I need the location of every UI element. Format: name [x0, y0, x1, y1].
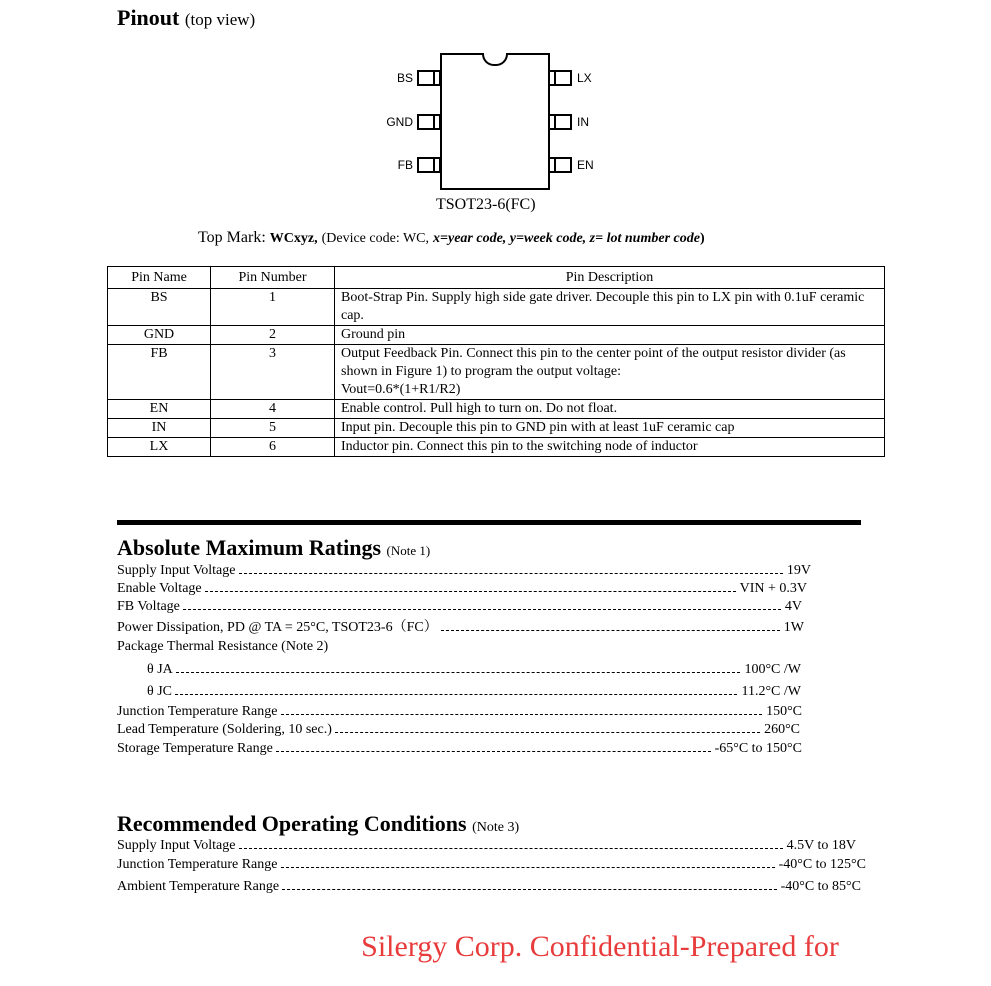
abs-max-note: (Note 1) — [386, 543, 431, 558]
table-row — [108, 345, 885, 400]
pin-number: 6 — [211, 438, 335, 457]
abs-max-title: Absolute Maximum Ratings — [117, 535, 382, 560]
leader-dashes — [281, 867, 775, 868]
pin-number: 4 — [211, 400, 335, 419]
table-row — [108, 289, 885, 326]
spec-row — [117, 562, 811, 580]
pin-name: BS — [108, 289, 211, 326]
spec-row — [117, 856, 866, 874]
spec-label: Supply Input Voltage — [117, 838, 236, 853]
section-divider — [117, 520, 861, 525]
spec-label: Power Dissipation, PD @ TA = 25°C, TSOT23-6（FC） — [117, 620, 438, 635]
pin-name: IN — [108, 419, 211, 438]
pin-label-bs: BS — [396, 71, 413, 85]
pinout-title: Pinout — [117, 5, 180, 30]
spec-row — [117, 740, 802, 758]
pin-name: LX — [108, 438, 211, 457]
leader-dashes — [335, 732, 760, 733]
spec-value: 1W — [783, 620, 804, 635]
pin-number: 5 — [211, 419, 335, 438]
spec-label: Junction Temperature Range — [117, 857, 278, 872]
rec-op-title: Recommended Operating Conditions — [117, 811, 467, 836]
pin-2-lead — [417, 114, 441, 130]
pin-description-cell — [335, 345, 885, 400]
spec-value: 260°C — [764, 722, 800, 737]
spec-row — [117, 683, 801, 701]
spec-row — [117, 703, 802, 721]
pin-label-en: EN — [577, 158, 594, 172]
spec-row — [117, 661, 801, 679]
top-mark-device-code: (Device code: WC, — [321, 231, 430, 246]
spec-row — [117, 598, 802, 616]
spec-label: Junction Temperature Range — [117, 704, 278, 719]
pin-description: Ground pin — [335, 326, 885, 345]
top-mark-close: ) — [699, 231, 705, 246]
leader-dashes — [183, 609, 781, 610]
pin-6-lead — [548, 70, 572, 86]
pin-name: GND — [108, 326, 211, 345]
spec-row — [117, 721, 800, 739]
leader-dashes — [441, 630, 780, 631]
pinout-subtitle: (top view) — [184, 10, 256, 29]
spec-value: 150°C — [766, 704, 802, 719]
pin-label-gnd: GND — [386, 115, 413, 129]
pin-number: 2 — [211, 326, 335, 345]
header-pin-description: Pin Description — [335, 267, 885, 289]
top-mark-code: WCxyz, — [269, 231, 318, 246]
top-mark-line — [198, 228, 705, 249]
spec-value: 100°C /W — [744, 662, 801, 677]
confidential-watermark: Silergy Corp. Confidential-Prepared for — [361, 930, 839, 963]
spec-value: 4V — [784, 599, 802, 614]
pin-3-lead — [417, 157, 441, 173]
spec-row — [117, 580, 807, 598]
spec-label: Enable Voltage — [117, 581, 202, 596]
pin-label-lx: LX — [577, 71, 592, 85]
abs-max-heading — [117, 535, 430, 564]
leader-dashes — [282, 889, 777, 890]
pin-name: EN — [108, 400, 211, 419]
chip-body — [440, 53, 550, 190]
package-label: TSOT23-6(FC) — [436, 196, 536, 213]
spec-label: Package Thermal Resistance (Note 2) — [117, 639, 329, 654]
pin-description: Enable control. Pull high to turn on. Do not float. — [335, 400, 885, 419]
top-mark-explanation: x=year code, y=week code, z= lot number code — [433, 231, 700, 246]
spec-value: 11.2°C /W — [741, 684, 801, 699]
spec-value: -40°C to 125°C — [778, 857, 866, 872]
header-pin-name: Pin Name — [108, 267, 211, 289]
spec-row — [117, 878, 861, 896]
spec-label: Storage Temperature Range — [117, 741, 273, 756]
pin-label-in: IN — [577, 115, 589, 129]
pin-description: Inductor pin. Connect this pin to the switching node of inductor — [335, 438, 885, 457]
leader-dashes — [281, 714, 763, 715]
table-row — [108, 419, 885, 438]
spec-label: FB Voltage — [117, 599, 180, 614]
pinout-heading — [117, 5, 255, 33]
spec-label: θ JC — [147, 684, 172, 699]
leader-dashes — [276, 751, 711, 752]
pin-number: 1 — [211, 289, 335, 326]
spec-value: 19V — [786, 563, 811, 578]
leader-dashes — [239, 573, 783, 574]
pin-1-lead — [417, 70, 441, 86]
pin-4-lead — [548, 157, 572, 173]
table-row — [108, 326, 885, 345]
pin-description: Boot-Strap Pin. Supply high side gate driver. Decouple this pin to LX pin with 0.1uF ceramic cap. — [335, 289, 885, 326]
rec-op-note: (Note 3) — [472, 820, 520, 835]
pin-description: Output Feedback Pin. Connect this pin to the center point of the output resistor divider (as shown in Figure 1) to program the output voltage: — [341, 346, 846, 379]
spec-value: -40°C to 85°C — [780, 879, 861, 894]
spec-value: -65°C to 150°C — [714, 741, 802, 756]
pin-label-fb: FB — [397, 158, 413, 172]
leader-dashes — [205, 591, 736, 592]
spec-row — [117, 638, 811, 656]
pin-name: FB — [108, 345, 211, 400]
spec-label: θ JA — [147, 662, 173, 677]
spec-value: 4.5V to 18V — [786, 838, 856, 853]
leader-dashes — [175, 694, 737, 695]
table-header-row — [108, 267, 885, 289]
spec-row — [117, 619, 804, 637]
top-mark-label: Top Mark: — [198, 229, 266, 246]
pin-description-table — [107, 266, 885, 457]
spec-label: Supply Input Voltage — [117, 563, 236, 578]
leader-dashes — [176, 672, 741, 673]
pin-number: 3 — [211, 345, 335, 400]
leader-dashes — [239, 848, 783, 849]
spec-value: VIN + 0.3V — [739, 581, 807, 596]
header-pin-number: Pin Number — [211, 267, 335, 289]
spec-label: Lead Temperature (Soldering, 10 sec.) — [117, 722, 332, 737]
table-row — [108, 400, 885, 419]
spec-label: Ambient Temperature Range — [117, 879, 280, 894]
spec-row — [117, 837, 856, 855]
table-row — [108, 438, 885, 457]
pin-description: Input pin. Decouple this pin to GND pin with at least 1uF ceramic cap — [335, 419, 885, 438]
pin-formula: Vout=0.6*(1+R1/R2) — [341, 382, 461, 397]
pin-5-lead — [548, 114, 572, 130]
